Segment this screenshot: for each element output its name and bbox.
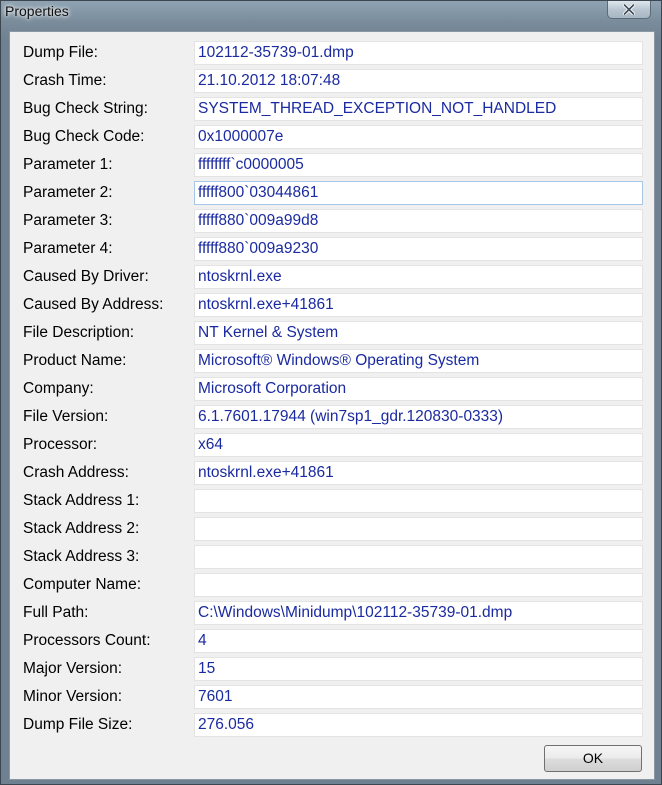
property-label: Crash Time: [23, 72, 107, 89]
property-row [10, 545, 656, 569]
property-row [10, 265, 656, 289]
property-row [10, 517, 656, 541]
property-value-field[interactable]: 15 [194, 657, 643, 681]
property-value-field[interactable] [194, 489, 643, 513]
close-icon [623, 4, 635, 15]
property-label: Stack Address 1: [23, 492, 140, 509]
property-row [10, 293, 656, 317]
property-value-field[interactable]: ntoskrnl.exe+41861 [194, 461, 643, 485]
property-row [10, 573, 656, 597]
property-label: Parameter 3: [23, 212, 113, 229]
property-row [10, 41, 656, 65]
property-row [10, 181, 656, 205]
property-label: Caused By Address: [23, 296, 164, 313]
property-value-field[interactable]: 4 [194, 629, 643, 653]
property-label: Crash Address: [23, 464, 129, 481]
property-label: Parameter 4: [23, 240, 113, 257]
close-button[interactable] [607, 1, 651, 19]
dialog-client-area [9, 31, 655, 780]
property-value-field[interactable]: ffffffff`c0000005 [194, 153, 643, 177]
property-value-field[interactable]: 276.056 [194, 713, 643, 737]
property-value-field[interactable]: C:\Windows\Minidump\102112-35739-01.dmp [194, 601, 643, 625]
property-value-field[interactable]: ntoskrnl.exe+41861 [194, 293, 643, 317]
property-value-field[interactable]: 102112-35739-01.dmp [194, 41, 643, 65]
property-row [10, 125, 656, 149]
property-row [10, 713, 656, 737]
property-label: Company: [23, 380, 94, 397]
property-row [10, 601, 656, 625]
property-row [10, 657, 656, 681]
title-bar[interactable] [1, 1, 661, 21]
property-label: Computer Name: [23, 576, 142, 593]
property-label: Dump File: [23, 44, 98, 61]
property-label: Processor: [23, 436, 98, 453]
property-value-field[interactable]: 0x1000007e [194, 125, 643, 149]
property-label: Stack Address 3: [23, 548, 140, 565]
property-row [10, 433, 656, 457]
property-value-field[interactable] [194, 545, 643, 569]
property-label: Minor Version: [23, 688, 123, 705]
property-row [10, 685, 656, 709]
property-label: Product Name: [23, 352, 127, 369]
property-value-field[interactable]: 6.1.7601.17944 (win7sp1_gdr.120830-0333) [194, 405, 643, 429]
property-row [10, 405, 656, 429]
property-row [10, 489, 656, 513]
property-label: Bug Check Code: [23, 128, 145, 145]
property-label: Dump File Size: [23, 716, 133, 733]
property-row [10, 209, 656, 233]
property-value-field[interactable] [194, 573, 643, 597]
property-value-field[interactable]: NT Kernel & System [194, 321, 643, 345]
property-value-field[interactable] [194, 517, 643, 541]
property-value-field[interactable]: 21.10.2012 18:07:48 [194, 69, 643, 93]
property-label: File Description: [23, 324, 135, 341]
property-label: Parameter 1: [23, 156, 113, 173]
property-row [10, 461, 656, 485]
property-value-field[interactable]: SYSTEM_THREAD_EXCEPTION_NOT_HANDLED [194, 97, 643, 121]
property-row [10, 237, 656, 261]
property-value-field[interactable]: Microsoft® Windows® Operating System [194, 349, 643, 373]
property-row [10, 69, 656, 93]
property-row [10, 321, 656, 345]
property-value-field[interactable]: x64 [194, 433, 643, 457]
property-value-field[interactable]: fffff800`03044861 [194, 181, 643, 205]
property-label: Full Path: [23, 604, 89, 621]
property-label: Parameter 2: [23, 184, 113, 201]
property-label: Caused By Driver: [23, 268, 149, 285]
property-row [10, 97, 656, 121]
property-label: Stack Address 2: [23, 520, 140, 537]
ok-button[interactable]: OK [544, 745, 642, 772]
property-label: Processors Count: [23, 632, 151, 649]
property-value-field[interactable]: Microsoft Corporation [194, 377, 643, 401]
property-value-field[interactable]: ntoskrnl.exe [194, 265, 643, 289]
property-row [10, 377, 656, 401]
property-row [10, 153, 656, 177]
property-row [10, 349, 656, 373]
property-label: Bug Check String: [23, 100, 148, 117]
property-value-field[interactable]: 7601 [194, 685, 643, 709]
property-row [10, 629, 656, 653]
property-value-field[interactable]: fffff880`009a9230 [194, 237, 643, 261]
property-label: Major Version: [23, 660, 123, 677]
window-title: Properties [5, 3, 69, 19]
property-value-field[interactable]: fffff880`009a99d8 [194, 209, 643, 233]
property-label: File Version: [23, 408, 109, 425]
